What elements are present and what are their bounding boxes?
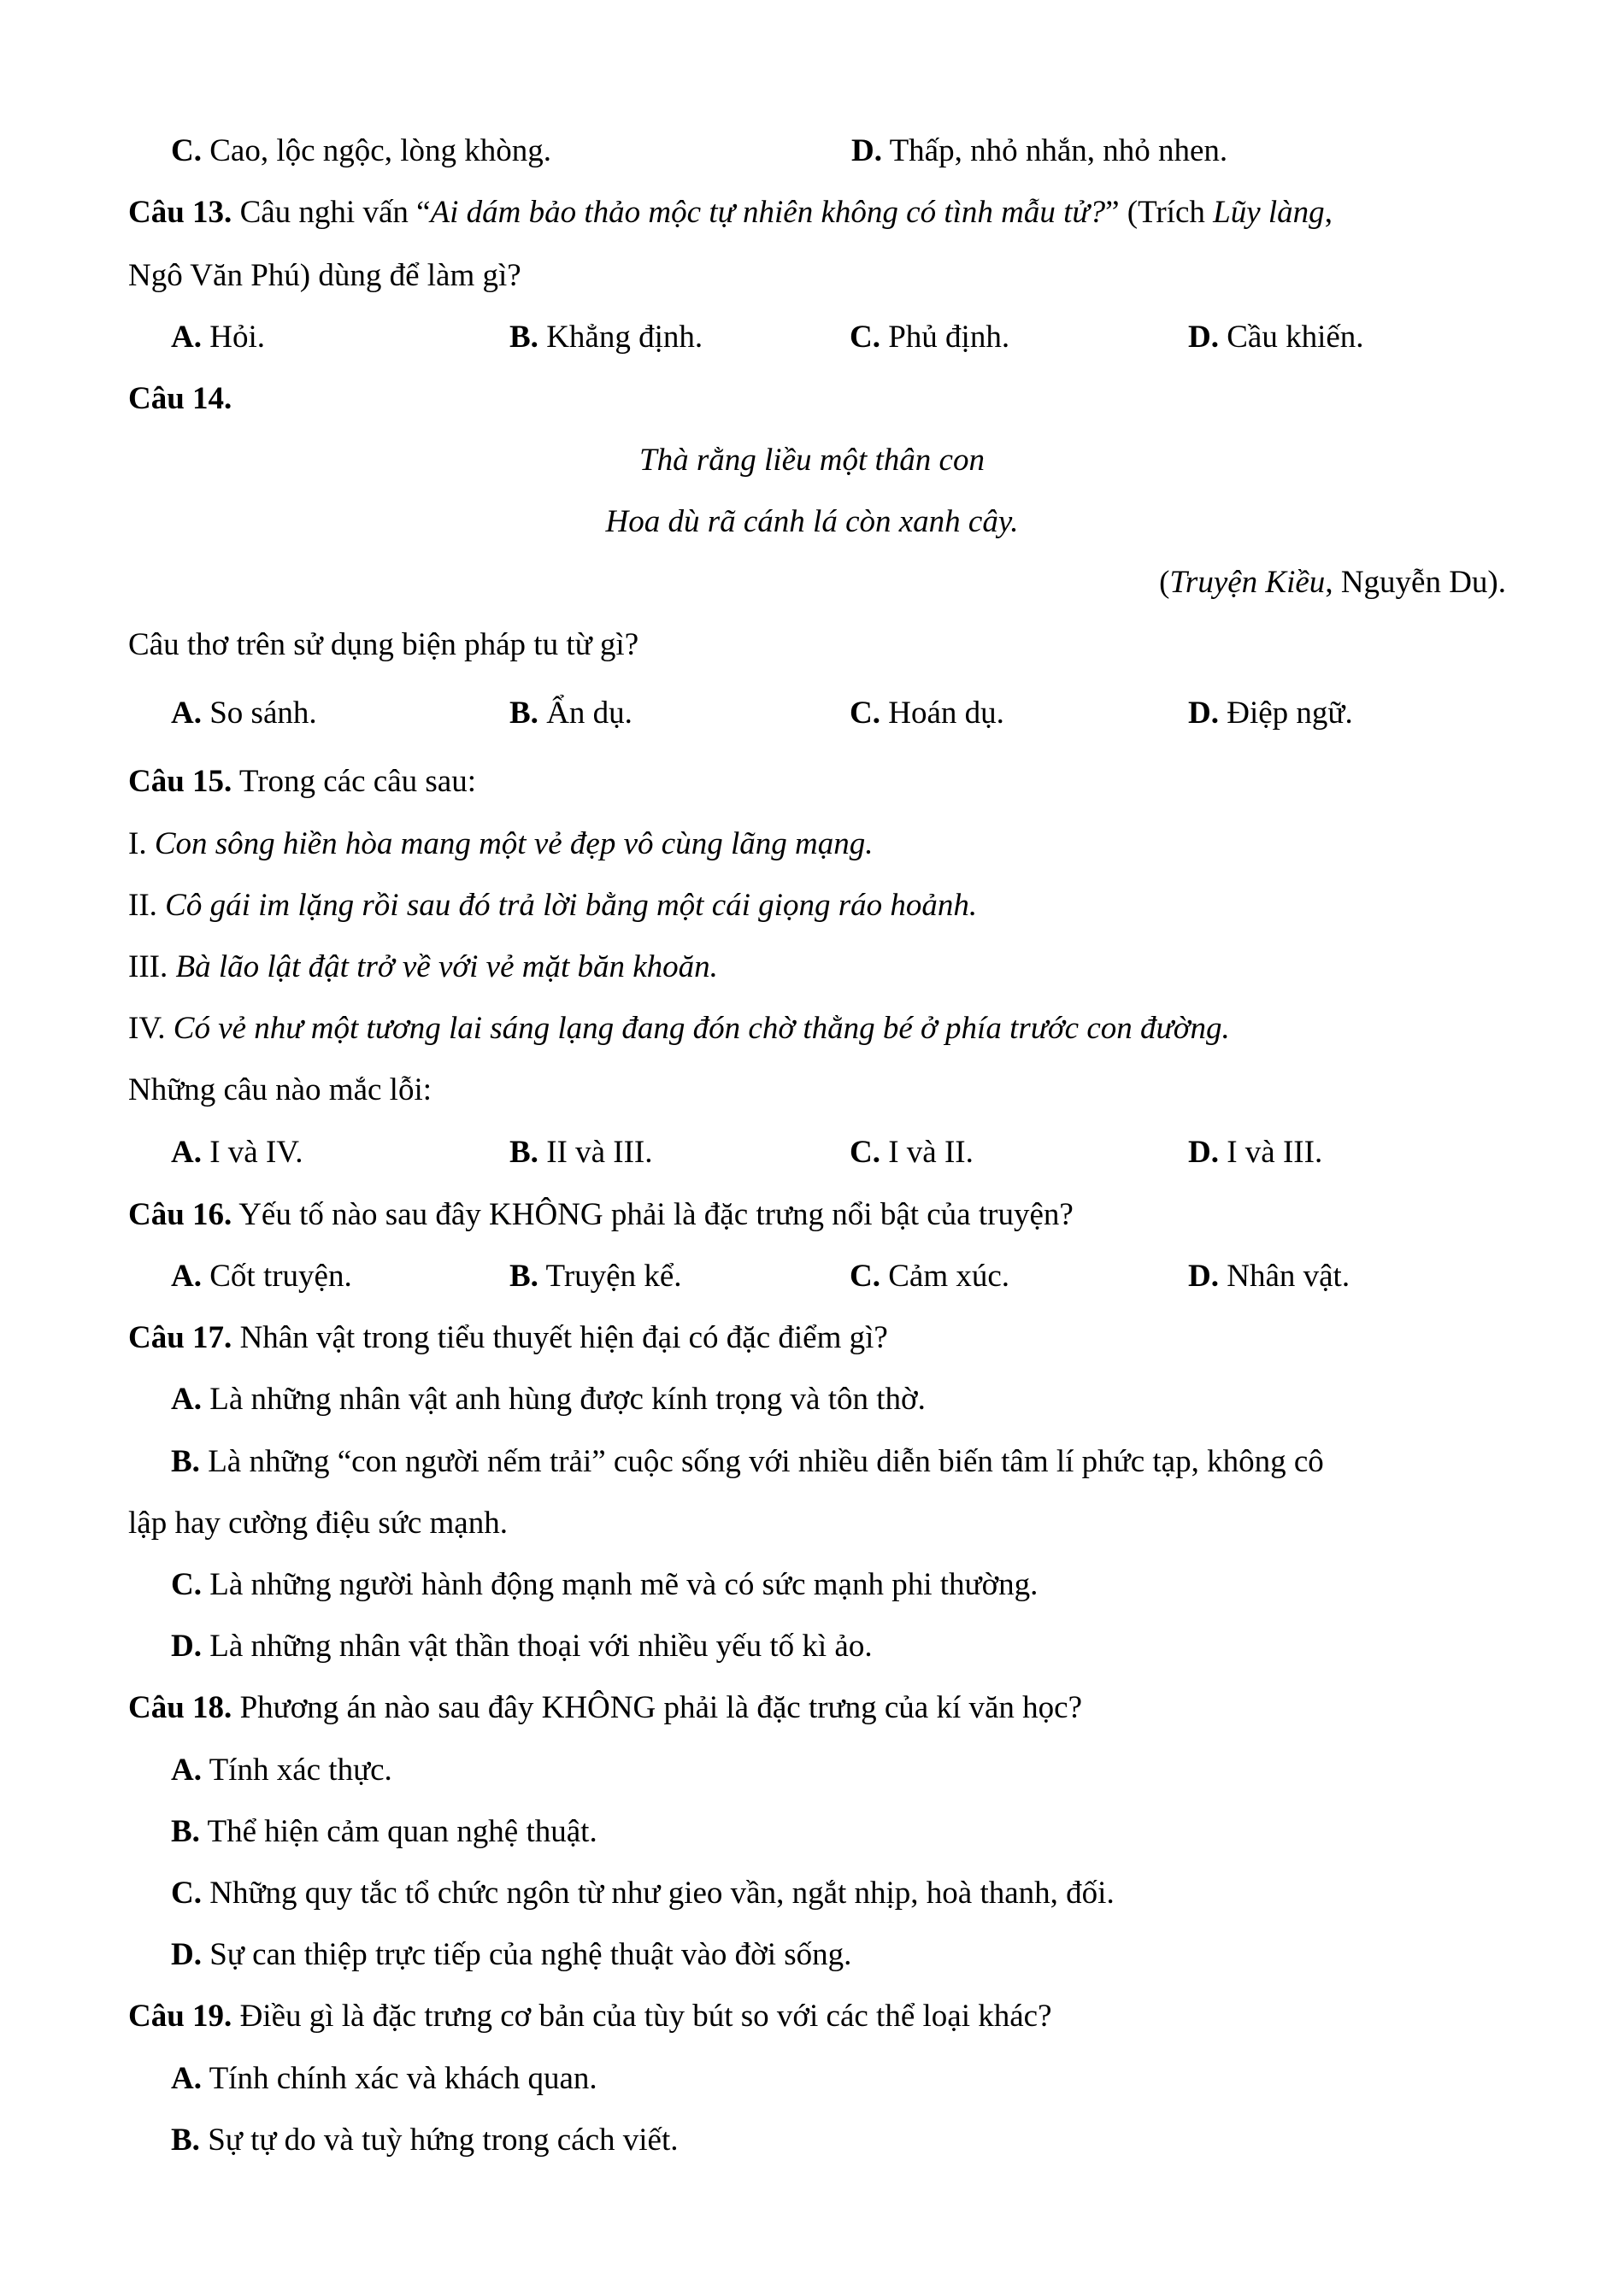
option-label: D. (171, 1937, 202, 1972)
source-paren: ( (1159, 565, 1170, 600)
item-numeral: I. (128, 826, 155, 861)
q14-option-a (171, 697, 317, 729)
option-text: Những quy tắc tổ chức ngôn từ như gieo vần, ngắt nhịp, hoà thanh, đối. (201, 1876, 1115, 1911)
option-text: Khẳng định. (538, 320, 703, 355)
option-text: Phủ định. (880, 320, 1010, 355)
q15-stem (128, 766, 476, 797)
q19-option-b (171, 2124, 679, 2156)
poem-source (1159, 567, 1506, 598)
option-label: A. (171, 1382, 202, 1417)
item-numeral: IV. (128, 1011, 174, 1046)
option-text: Sự tự do và tuỳ hứng trong cách viết. (199, 2123, 679, 2158)
option-text: Tính chính xác và khách quan. (201, 2061, 597, 2096)
item-numeral: III. (128, 949, 176, 984)
q14-number: Câu 14. (128, 381, 232, 416)
option-label: C. (850, 1259, 880, 1294)
q18-stem (128, 1692, 1082, 1723)
option-text: Là những “con người nếm trải” cuộc sống với nhiều diễn biến tâm lí phức tạp, không cô (199, 1444, 1324, 1479)
q15-item-1 (128, 828, 873, 860)
q14-option-c (850, 697, 1004, 729)
item-text: Có vẻ như một tương lai sáng lạng đang đón chờ thằng bé ở phía trước con đường. (173, 1011, 1230, 1046)
option-text: II và III. (538, 1135, 653, 1170)
q14-question: Câu thơ trên sử dụng biện pháp tu từ gì? (128, 627, 639, 662)
q17-stem (128, 1322, 888, 1354)
q15-question: Những câu nào mắc lỗi: (128, 1072, 432, 1107)
poem-verse-2: Hoa dù rã cánh lá còn xanh cây. (605, 504, 1019, 539)
option-label: B. (171, 2123, 200, 2158)
question-number: Câu 19. (128, 1999, 232, 2034)
option-text: Tính xác thực. (201, 1753, 392, 1788)
q17-option-b (171, 1446, 1324, 1477)
option-label: C. (850, 320, 880, 355)
option-text: Cốt truyện. (201, 1259, 352, 1294)
option-text: I và II. (880, 1135, 974, 1170)
item-text: Con sông hiền hòa mang một vẻ đẹp vô cùng lãng mạng. (154, 826, 874, 861)
option-text: Là những người hành động mạnh mẽ và có sức mạnh phi thường. (201, 1567, 1039, 1602)
question-number: Câu 17. (128, 1320, 232, 1355)
q16-option-b (509, 1260, 682, 1292)
option-label: D. (1188, 320, 1219, 355)
item-numeral: II. (128, 888, 166, 923)
q13-option-c (850, 321, 1009, 353)
stem-text: Trong các câu sau: (232, 764, 476, 799)
q15-item-3 (128, 951, 718, 983)
q16-option-d (1188, 1260, 1350, 1292)
option-text: Nhân vật. (1218, 1259, 1350, 1294)
option-label: C. (171, 133, 202, 168)
option-text: Hoán dụ. (880, 696, 1004, 731)
q12-option-c (171, 135, 551, 167)
question-number: Câu 13. (128, 195, 232, 230)
option-label: C. (850, 1135, 880, 1170)
q16-option-c (850, 1260, 1009, 1292)
option-label: B. (509, 320, 538, 355)
source-author: , Nguyễn Du). (1325, 565, 1506, 600)
option-text: Cao, lộc ngộc, lòng khòng. (201, 133, 551, 168)
option-text: Hỏi. (201, 320, 265, 355)
stem-text: Nhân vật trong tiểu thuyết hiện đại có đặc điểm gì? (232, 1320, 888, 1355)
q15-option-b (509, 1136, 652, 1168)
option-label: B. (171, 1444, 200, 1479)
option-text: Cảm xúc. (880, 1259, 1010, 1294)
q19-stem (128, 2000, 1052, 2032)
stem-quote: Ai dám bảo thảo mộc tự nhiên không có tình mẫu tử? (430, 195, 1106, 230)
option-label: D. (171, 1629, 202, 1664)
q18-option-a (171, 1754, 392, 1786)
option-label: C. (171, 1567, 202, 1602)
option-label: A. (171, 1135, 202, 1170)
option-label: B. (509, 696, 538, 731)
stem-text: Yếu tố nào sau đây KHÔNG phải là đặc trưng nổi bật của truyện? (232, 1197, 1074, 1232)
option-text: Là những nhân vật anh hùng được kính trọng và tôn thờ. (201, 1382, 926, 1417)
option-label: B. (509, 1135, 538, 1170)
item-text: Cô gái im lặng rồi sau đó trả lời bằng một cái giọng ráo hoảnh. (165, 888, 978, 923)
option-text: Thấp, nhỏ nhắn, nhỏ nhen. (881, 133, 1228, 168)
option-text: Thể hiện cảm quan nghệ thuật. (199, 1814, 597, 1849)
option-label: A. (171, 2061, 202, 2096)
q17-option-a (171, 1383, 926, 1415)
poem-verse-1: Thà rằng liều một thân con (639, 443, 985, 478)
option-text: Là những nhân vật thần thoại với nhiều yếu tố kì ảo. (201, 1629, 873, 1664)
item-text: Bà lão lật đật trở về với vẻ mặt băn khoăn. (175, 949, 718, 984)
stem-text: Phương án nào sau đây KHÔNG phải là đặc trưng của kí văn học? (232, 1690, 1082, 1725)
q15-item-2 (128, 890, 977, 921)
stem-mid: ” (Trích (1105, 195, 1214, 230)
option-label: D. (1188, 1259, 1219, 1294)
option-label: C. (171, 1876, 202, 1911)
option-text: Truyện kể. (538, 1259, 682, 1294)
option-text: Cầu khiến. (1218, 320, 1364, 355)
q15-option-a (171, 1136, 303, 1168)
q12-option-d (851, 135, 1227, 167)
stem-work: Lũy làng (1213, 195, 1325, 230)
source-work: Truyện Kiều (1169, 565, 1326, 600)
q13-option-b (509, 321, 703, 353)
q16-stem (128, 1199, 1074, 1230)
option-label: A. (171, 1753, 202, 1788)
option-text: So sánh. (201, 696, 317, 731)
option-label: A. (171, 320, 202, 355)
option-label: B. (171, 1814, 200, 1849)
question-number: Câu 18. (128, 1690, 232, 1725)
q18-option-c (171, 1877, 1115, 1909)
q13-option-a (171, 321, 265, 353)
option-text: Điệp ngữ. (1218, 696, 1353, 731)
q17-option-c (171, 1569, 1038, 1600)
stem-pre: Câu nghi vấn “ (232, 195, 431, 230)
q15-option-c (850, 1136, 974, 1168)
q18-option-b (171, 1816, 597, 1847)
stem-post: , (1324, 195, 1333, 230)
q18-option-d (171, 1939, 851, 1970)
option-text: I và III. (1218, 1135, 1323, 1170)
q14-option-d (1188, 697, 1353, 729)
q17-option-d (171, 1630, 873, 1662)
q13-option-d (1188, 321, 1364, 353)
option-label: D. (1188, 696, 1219, 731)
option-label: A. (171, 696, 202, 731)
q13-stem (128, 197, 1333, 228)
q13-stem-line2: Ngô Văn Phú) dùng để làm gì? (128, 258, 521, 293)
q16-option-a (171, 1260, 352, 1292)
question-number: Câu 15. (128, 764, 232, 799)
q14-option-b (509, 697, 633, 729)
option-label: C. (850, 696, 880, 731)
option-text: Ẩn dụ. (538, 696, 633, 731)
option-label: D. (851, 133, 882, 168)
option-text: I và IV. (201, 1135, 303, 1170)
option-text: Sự can thiệp trực tiếp của nghệ thuật vào đời sống. (201, 1937, 852, 1972)
q15-option-d (1188, 1136, 1322, 1168)
question-number: Câu 16. (128, 1197, 232, 1232)
q19-option-a (171, 2063, 597, 2094)
option-label: A. (171, 1259, 202, 1294)
q17-option-b-continued: lập hay cường điệu sức mạnh. (128, 1506, 508, 1541)
stem-text: Điều gì là đặc trưng cơ bản của tùy bút so với các thể loại khác? (232, 1999, 1052, 2034)
option-label: B. (509, 1259, 538, 1294)
option-label: D. (1188, 1135, 1219, 1170)
q15-item-4 (128, 1013, 1230, 1044)
